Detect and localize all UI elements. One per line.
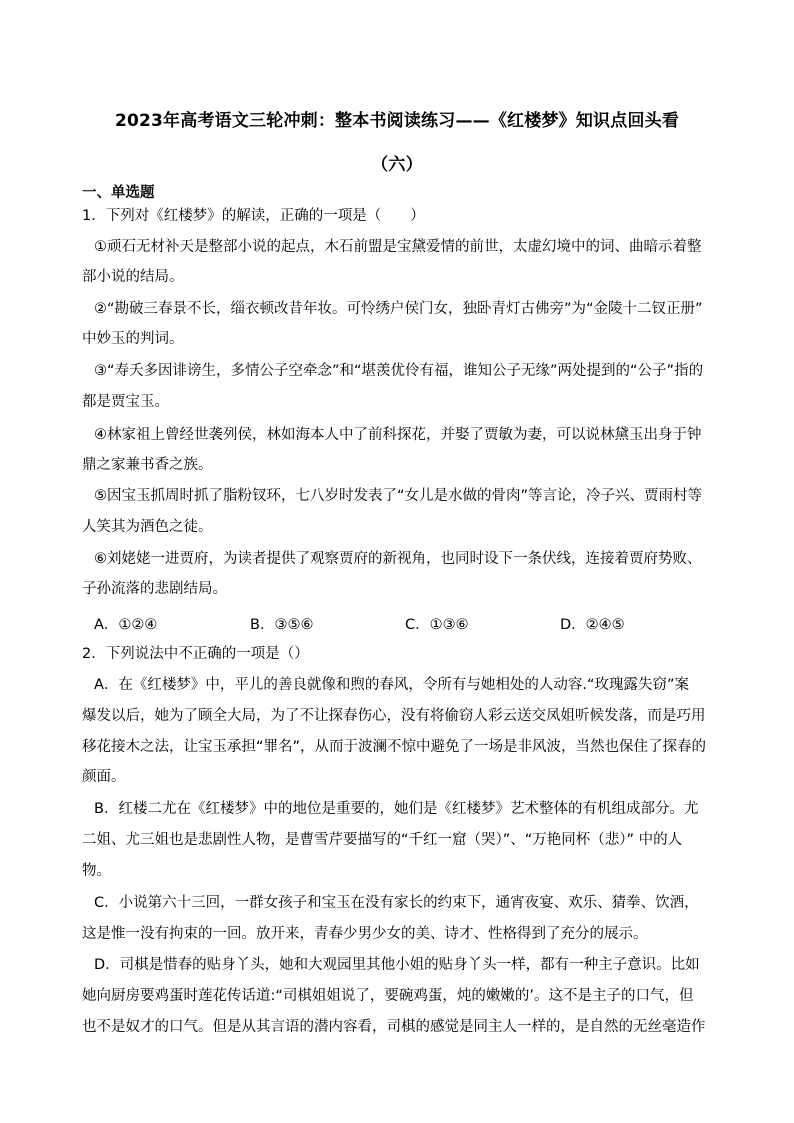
q2-line-9: 这是惟一没有拘束的一回。放开来，青春少男少女的美、诗才、性格得到了充分的展示。 xyxy=(82,926,648,942)
q1-option-a: A．①②④ xyxy=(94,617,158,633)
q2-line-1: A．在《红楼梦》中，平儿的善良就像和煦的春风，令所有与她相处的人动容.“玫瑰露失窃”案 xyxy=(94,677,690,693)
q1-option-c: C．①③⑥ xyxy=(405,617,469,633)
document-title: 2023年高考语文三轮冲刺：整本书阅读练习——《红楼梦》知识点回头看 xyxy=(114,111,680,131)
q2-line-7: 物。 xyxy=(82,863,111,879)
question-1-stem: 1．下列对《红楼梦》的解读，正确的一项是（ ） xyxy=(82,208,425,224)
q1-item-1-line-2: 部小说的结局。 xyxy=(82,269,184,285)
q2-line-12: 也不是奴才的口气。但是从其言语的潜内容看，司棋的感觉是同主人一样的，是自然的无丝毫造作 xyxy=(82,1019,706,1035)
q2-line-11: 她向厨房要鸡蛋时莲花传话道:“司棋姐姐说了，要碗鸡蛋，炖的嫩嫩的’。这不是主子的口气，但 xyxy=(82,988,694,1004)
q1-item-3-line-2: 都是贾宝玉。 xyxy=(82,394,169,410)
q2-line-10: D．司棋是惜春的贴身丫头，她和大观园里其他小姐的贴身丫头一样，都有一种主子意识。比如 xyxy=(94,957,700,973)
question-2-stem: 2．下列说法中不正确的一项是（） xyxy=(82,646,309,662)
q1-item-6-line-1: ⑥刘姥姥一进贾府，为读者提供了观察贾府的新视角，也同时设下一条伏线，连接着贾府势败、 xyxy=(94,551,702,567)
q2-line-3: 移花接木之法，让宝玉承担“罪名”，从而于波澜不惊中避免了一场是非风波，当然也保住了探春的 xyxy=(82,739,707,755)
q2-line-6: 二姐、尤三姐也是悲剧性人物，是曹雪芹要描写的“千红一窟（哭）”、“万艳同杯（悲）” 中的人 xyxy=(82,832,683,848)
section-heading: 一、单选题 xyxy=(82,185,155,201)
q1-item-4-line-2: 鼎之家兼书香之族。 xyxy=(82,457,213,473)
q1-item-3-line-1: ③“寿夭多因诽谤生，多情公子空牵念”和“堪羡优伶有福，谁知公子无缘”两处提到的“公子”指的 xyxy=(94,363,704,379)
q1-item-5-line-2: 人笑其为酒色之徒。 xyxy=(82,519,213,535)
q1-item-6-line-2: 子孙流落的悲剧结局。 xyxy=(82,581,227,597)
q1-option-b: B．③⑤⑥ xyxy=(250,617,314,633)
q1-option-d: D．②④⑤ xyxy=(560,617,625,633)
q2-line-5: B．红楼二尤在《红楼梦》中的地位是重要的，她们是《红楼梦》艺术整体的有机组成部分。尤 xyxy=(94,801,699,817)
q2-line-2: 爆发以后，她为了顾全大局，为了不让探春伤心，没有将偷窃人彩云送交凤姐听候发落，而是巧用 xyxy=(82,708,706,724)
q1-item-4-line-1: ④林家祖上曾经世袭列侯，林如海本人中了前科探花，并娶了贾敏为妻，可以说林黛玉出身于钟 xyxy=(94,427,702,443)
q1-item-2-line-2: 中妙玉的判词。 xyxy=(82,331,184,347)
q2-line-8: C．小说第六十三回，一群女孩子和宝玉在没有家长的约束下，通宵夜宴、欢乐、猜拳、饮酒， xyxy=(94,895,699,911)
q1-item-1-line-1: ①顽石无材补天是整部小说的起点，木石前盟是宝黛爱情的前世，太虚幻境中的词、曲暗示着整 xyxy=(94,239,702,255)
q2-line-4: 颜面。 xyxy=(82,769,126,785)
q1-item-5-line-1: ⑤因宝玉抓周时抓了脂粉钗环，七八岁时发表了“女儿是水做的骨肉”等言论，冷子兴、贾雨村等 xyxy=(94,488,703,504)
q1-item-2-line-1: ②“勘破三春景不长，缁衣顿改昔年妆。可怜绣户侯门女，独卧青灯古佛旁”为“金陵十二钗正册” xyxy=(94,301,703,317)
document-subtitle: （六） xyxy=(371,155,423,175)
